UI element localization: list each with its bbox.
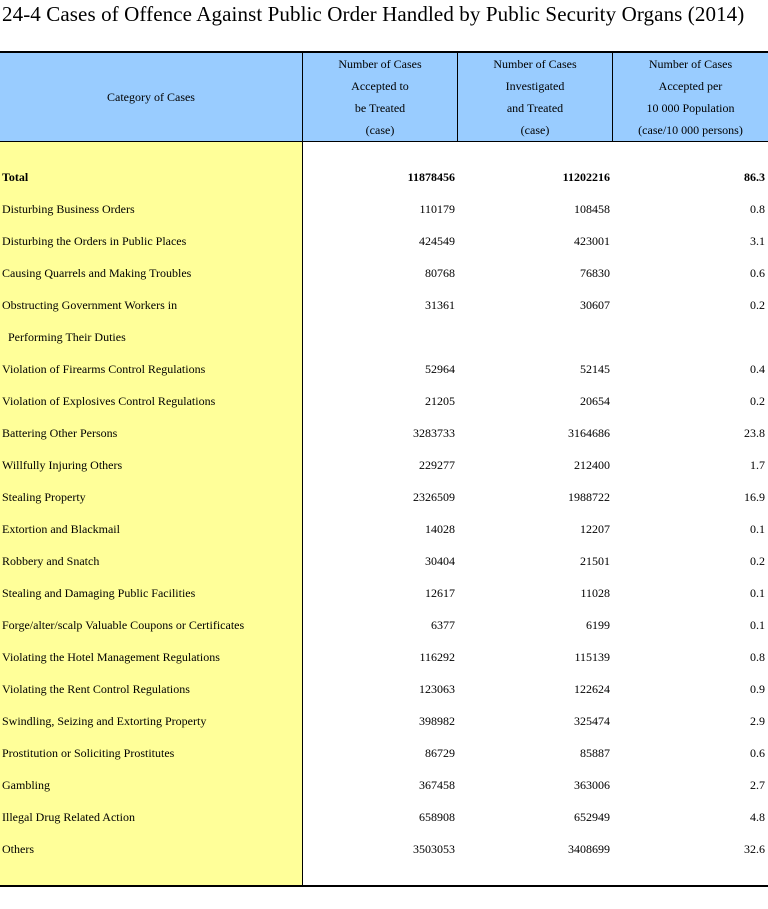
table-row — [0, 258, 768, 290]
header-investigated-line: (case) — [520, 123, 550, 137]
per-population-cell: 0.2 — [750, 554, 765, 568]
investigated-cell: 122624 — [574, 682, 610, 696]
table-row — [0, 642, 768, 674]
table-row — [0, 194, 768, 226]
table-row — [0, 610, 768, 642]
table-row — [0, 738, 768, 770]
investigated-cell: 76830 — [580, 266, 610, 280]
header-per-population — [613, 53, 768, 141]
category-cell: Gambling — [2, 778, 50, 792]
header-accepted-line: be Treated — [354, 101, 406, 115]
per-population-cell: 4.8 — [750, 810, 765, 824]
header-accepted — [303, 53, 457, 141]
header-investigated-line: Investigated — [505, 79, 565, 93]
table-row — [0, 706, 768, 738]
category-cell: Disturbing the Orders in Public Places — [2, 234, 187, 248]
table-row — [0, 770, 768, 802]
accepted-cell: 11878456 — [407, 170, 455, 184]
category-cell: Extortion and Blackmail — [2, 522, 120, 536]
investigated-cell: 3164686 — [568, 426, 610, 440]
accepted-cell: 424549 — [419, 234, 455, 248]
per-population-cell: 2.7 — [750, 778, 765, 792]
per-population-cell: 0.1 — [750, 522, 765, 536]
accepted-cell: 2326509 — [413, 490, 455, 504]
per-population-cell: 23.8 — [744, 426, 765, 440]
investigated-cell: 212400 — [574, 458, 610, 472]
investigated-cell: 12207 — [580, 522, 610, 536]
investigated-cell: 11028 — [580, 586, 610, 600]
per-population-cell: 0.6 — [750, 266, 765, 280]
accepted-cell: 14028 — [425, 522, 455, 536]
header-accepted-line: (case) — [365, 123, 395, 137]
investigated-cell: 115139 — [574, 650, 610, 664]
accepted-cell: 3503053 — [413, 842, 455, 856]
per-population-cell: 3.1 — [750, 234, 765, 248]
header-accepted-line: Accepted to — [351, 79, 409, 93]
per-population-cell: 0.4 — [750, 362, 765, 376]
category-cell: Causing Quarrels and Making Troubles — [2, 266, 192, 280]
table-row — [0, 354, 768, 386]
header-per-population-line: 10 000 Population — [646, 101, 735, 115]
category-cell: Robbery and Snatch — [2, 554, 100, 568]
table-row — [0, 482, 768, 514]
investigated-cell: 108458 — [574, 202, 610, 216]
header-accepted-line: Number of Cases — [338, 57, 422, 71]
table-row — [0, 546, 768, 578]
per-population-cell: 32.6 — [744, 842, 765, 856]
header-investigated-line: Number of Cases — [493, 57, 577, 71]
per-population-cell: 86.3 — [744, 170, 765, 184]
per-population-cell: 0.6 — [750, 746, 765, 760]
accepted-cell: 12617 — [425, 586, 455, 600]
investigated-cell: 85887 — [580, 746, 610, 760]
category-cell: Others — [2, 842, 34, 856]
accepted-cell: 21205 — [425, 394, 455, 408]
header-category — [0, 53, 302, 141]
category-cell: Obstructing Government Workers in — [2, 298, 178, 312]
category-cell: Battering Other Persons — [2, 426, 118, 440]
table-row — [0, 290, 768, 322]
header-investigated — [458, 53, 612, 141]
investigated-cell: 325474 — [574, 714, 610, 728]
category-cell: Performing Their Duties — [8, 330, 126, 344]
header-per-population-line: (case/10 000 persons) — [638, 123, 743, 137]
header-per-population-line: Number of Cases — [648, 57, 733, 71]
accepted-cell: 116292 — [419, 650, 455, 664]
per-population-cell: 0.8 — [750, 650, 765, 664]
category-cell: Stealing Property — [2, 490, 86, 504]
category-cell: Violating the Hotel Management Regulations — [2, 650, 220, 664]
per-population-cell: 0.2 — [750, 394, 765, 408]
investigated-cell: 20654 — [580, 394, 610, 408]
table-row — [0, 578, 768, 610]
table-row — [0, 450, 768, 482]
per-population-cell: 0.1 — [750, 586, 765, 600]
category-cell: Violating the Rent Control Regulations — [2, 682, 190, 696]
investigated-cell: 52145 — [580, 362, 610, 376]
category-cell: Swindling, Seizing and Extorting Property — [2, 714, 207, 728]
per-population-cell: 0.2 — [750, 298, 765, 312]
category-cell: Total — [2, 170, 29, 184]
investigated-cell: 1988722 — [568, 490, 610, 504]
accepted-cell: 3283733 — [413, 426, 455, 440]
investigated-cell: 363006 — [574, 778, 610, 792]
category-cell: Forge/alter/scalp Valuable Coupons or Certificates — [2, 618, 245, 632]
category-cell: Violation of Explosives Control Regulations — [2, 394, 216, 408]
category-cell: Disturbing Business Orders — [2, 202, 135, 216]
investigated-cell: 21501 — [580, 554, 610, 568]
accepted-cell: 123063 — [419, 682, 455, 696]
per-population-cell: 0.8 — [750, 202, 765, 216]
investigated-cell: 423001 — [574, 234, 610, 248]
category-cell: Stealing and Damaging Public Facilities — [2, 586, 196, 600]
table-row — [0, 418, 768, 450]
page-title: 24-4 Cases of Offence Against Public Order Handled by Public Security Organs (2014) — [2, 2, 745, 26]
header-per-population-line: Accepted per — [658, 79, 723, 93]
category-cell: Prostitution or Soliciting Prostitutes — [2, 746, 175, 760]
header-category-label: Category of Cases — [107, 90, 195, 104]
category-cell: Violation of Firearms Control Regulations — [2, 362, 206, 376]
accepted-cell: 30404 — [425, 554, 455, 568]
accepted-cell: 86729 — [425, 746, 455, 760]
per-population-cell: 16.9 — [744, 490, 765, 504]
investigated-cell: 3408699 — [568, 842, 610, 856]
accepted-cell: 110179 — [419, 202, 455, 216]
table-row — [0, 386, 768, 418]
per-population-cell: 0.9 — [750, 682, 765, 696]
category-cell: Willfully Injuring Others — [2, 458, 123, 472]
investigated-cell: 30607 — [580, 298, 610, 312]
investigated-cell: 11202216 — [562, 170, 610, 184]
per-population-cell: 1.7 — [750, 458, 765, 472]
table-row — [0, 834, 768, 866]
bottom-rule — [0, 885, 768, 887]
accepted-cell: 658908 — [419, 810, 455, 824]
table-row — [0, 226, 768, 258]
investigated-cell: 652949 — [574, 810, 610, 824]
header-investigated-line: and Treated — [506, 101, 564, 115]
table-row — [0, 322, 768, 354]
table-row — [0, 802, 768, 834]
accepted-cell: 229277 — [419, 458, 455, 472]
accepted-cell: 398982 — [419, 714, 455, 728]
category-cell: Illegal Drug Related Action — [2, 810, 135, 824]
accepted-cell: 80768 — [425, 266, 455, 280]
accepted-cell: 367458 — [419, 778, 455, 792]
per-population-cell: 0.1 — [750, 618, 765, 632]
accepted-cell: 6377 — [431, 618, 455, 632]
table-row — [0, 514, 768, 546]
investigated-cell: 6199 — [586, 618, 610, 632]
total-row — [0, 162, 768, 194]
accepted-cell: 31361 — [425, 298, 455, 312]
per-population-cell: 2.9 — [750, 714, 765, 728]
accepted-cell: 52964 — [425, 362, 455, 376]
table-row — [0, 674, 768, 706]
